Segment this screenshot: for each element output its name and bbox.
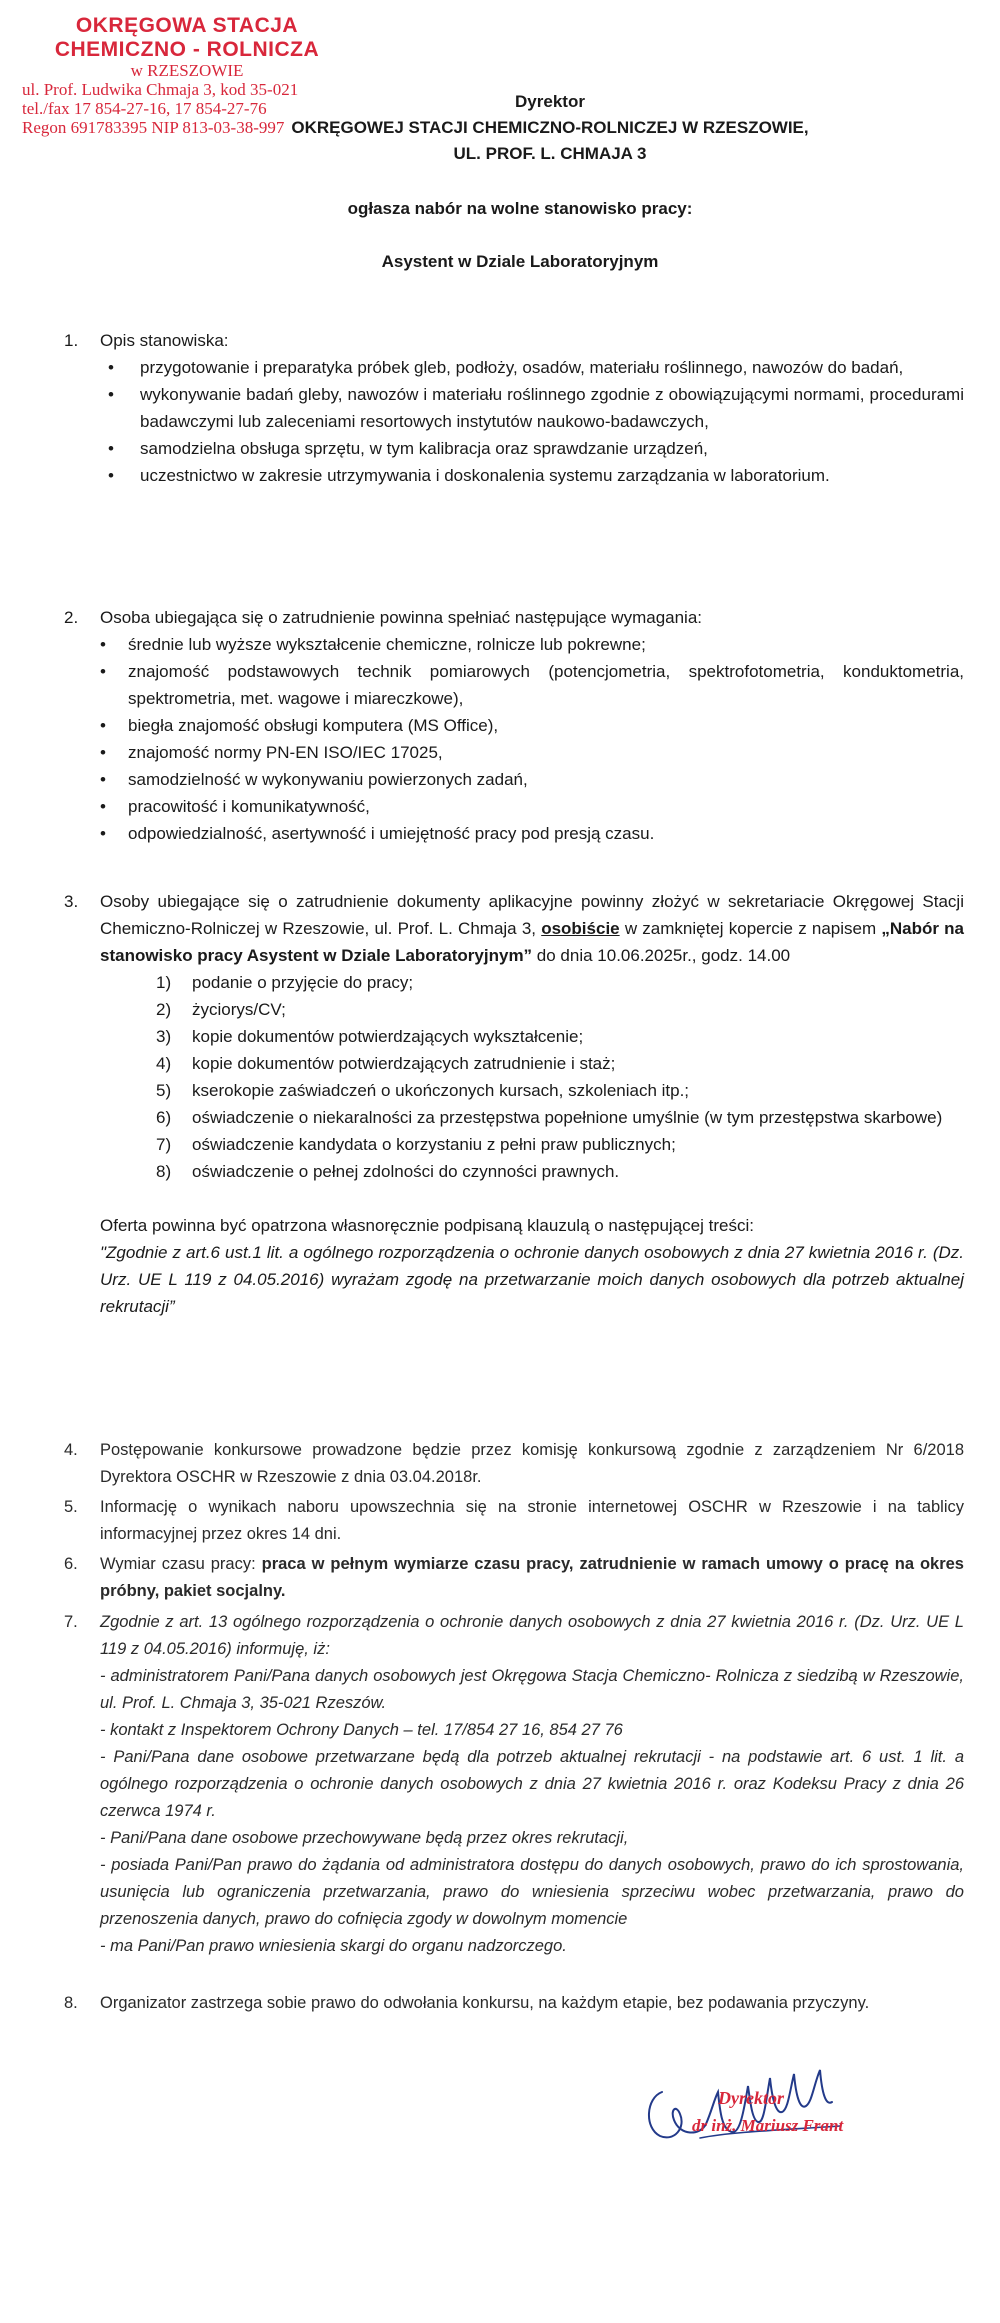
header-title: Dyrektor xyxy=(515,92,585,111)
emphasis-personally: osobiście xyxy=(541,919,620,938)
list-item: 7) oświadczenie kandydata o korzystaniu z pełni praw publicznych; xyxy=(156,1135,676,1154)
header-address: UL. PROF. L. CHMAJA 3 xyxy=(453,144,647,163)
list-item: • samodzielność w wykonywaniu powierzonych zadań, xyxy=(100,766,964,793)
bullet-icon: • xyxy=(100,662,106,681)
list-item: • samodzielna obsługa sprzętu, w tym kalibracja oraz sprawdzanie urządzeń, xyxy=(100,435,964,462)
consent-clause: "Zgodnie z art.6 ust.1 lit. a ogólnego rozporządzenia o ochronie danych osobowych z dnia 27 kwietnia 2016 r. (Dz. Urz. UE L 119 z 04.05.2016) wyrażam zgodę na przetwarzanie moich danych osobowych dla potrzeb aktualnej rekrutacji” xyxy=(100,1243,964,1316)
section-1-number: 1. xyxy=(64,331,79,350)
section-3-number: 3. xyxy=(64,892,79,911)
bullet-icon: • xyxy=(108,385,114,404)
list-item: 3) kopie dokumentów potwierdzających wykształcenie; xyxy=(156,1027,584,1046)
list-item: • średnie lub wyższe wykształcenie chemiczne, rolnicze lub pokrewne; xyxy=(100,631,964,658)
section-4 xyxy=(64,1437,964,1491)
section-2 xyxy=(64,604,964,847)
list-item: 8) oświadczenie o pełnej zdolności do czynności prawnych. xyxy=(156,1162,620,1181)
list-item: 4) kopie dokumentów potwierdzających zatrudnienie i staż; xyxy=(156,1054,616,1073)
bullet-icon: • xyxy=(100,797,106,816)
bullet-icon: • xyxy=(108,358,114,377)
list-item: • znajomość podstawowych technik pomiarowych (potencjometria, spektrofotometria, konduktometria, spektrometria, met. wagowe i miareczkowe), xyxy=(100,658,964,712)
list-item: • uczestnictwo w zakresie utrzymywania i doskonalenia systemu zarządzania w laboratorium. xyxy=(100,462,964,489)
section-7-number: 7. xyxy=(64,1613,78,1631)
gdpr-line: Zgodnie z art. 13 ogólnego rozporządzenia o ochronie danych osobowych z dnia 27 kwietnia 2016 r. (Dz. Urz. UE L 119 z 04.05.2016) informuję, iż: xyxy=(100,1613,964,1658)
list-item: • pracowitość i komunikatywność, xyxy=(100,793,964,820)
gdpr-line: - administratorem Pani/Pana danych osobowych jest Okręgowa Stacja Chemiczno- Rolnicza z siedzibą w Rzeszowie, ul. Prof. L. Chmaja 3, 35-021 Rzeszów. xyxy=(100,1667,964,1712)
bullet-icon: • xyxy=(100,770,106,789)
stamp-line-6: Regon 691783395 NIP 813-03-38-997 xyxy=(22,118,285,138)
section-1-title: Opis stanowiska: xyxy=(100,331,229,350)
section-2-number: 2. xyxy=(64,608,79,627)
gdpr-line: - kontakt z Inspektorem Ochrony Danych – tel. 17/854 27 16, 854 27 76 xyxy=(100,1721,623,1739)
section-8 xyxy=(64,1990,964,2017)
stamp-line-1: OKRĘGOWA STACJA xyxy=(75,14,299,37)
section-7 xyxy=(64,1609,964,1960)
signature-title: Dyrektor xyxy=(718,2088,784,2108)
section-2-title: Osoba ubiegająca się o zatrudnienie powinna spełniać następujące wymagania: xyxy=(100,608,703,627)
section-8-number: 8. xyxy=(64,1994,78,2012)
announcement-line: ogłasza nabór na wolne stanowisko pracy: xyxy=(347,199,693,218)
list-item: • wykonywanie badań gleby, nawozów i materiału roślinnego zgodnie z obowiązującymi normami, procedurami badawczymi lub zaleceniami resortowych instytutów naukowo-badawczych, xyxy=(100,381,964,435)
list-item: • biegła znajomość obsługi komputera (MS Office), xyxy=(100,712,964,739)
list-item: 6) oświadczenie o niekaralności za przestępstwa popełnione umyślnie (w tym przestępstwa skarbowe) xyxy=(156,1108,943,1127)
section-1 xyxy=(64,327,964,489)
header-institution: OKRĘGOWEJ STACJI CHEMICZNO-ROLNICZEJ W RZESZOWIE, xyxy=(291,118,809,137)
signature-name: dr inż. Mariusz Frant xyxy=(692,2116,844,2135)
section-6 xyxy=(64,1551,964,1605)
list-item: 2) życiorys/CV; xyxy=(156,1000,286,1019)
section-4-text: Postępowanie konkursowe prowadzone będzie przez komisję konkursową zgodnie z zarządzeniem Nr 6/2018 Dyrektora OSCHR w Rzeszowie z dnia 03.04.2018r. xyxy=(100,1441,964,1486)
bullet-icon: • xyxy=(100,824,106,843)
list-item: 1) podanie o przyjęcie do pracy; xyxy=(156,973,414,992)
list-item: • odpowiedzialność, asertywność i umiejętność pracy pod presją czasu. xyxy=(100,820,964,847)
section-3 xyxy=(64,888,964,1320)
position-title: Asystent w Dziale Laboratoryjnym xyxy=(381,252,659,271)
gdpr-line: - Pani/Pana dane osobowe przechowywane będą przez okres rekrutacji, xyxy=(100,1829,629,1847)
section-4-number: 4. xyxy=(64,1441,78,1459)
section-3-intro: Osoby ubiegające się o zatrudnienie dokumenty aplikacyjne powinny złożyć w sekretariacie Okręgowej Stacji Chemiczno-Rolniczej w Rzeszowie, ul. Prof. L. Chmaja 3, osobiście w zamkniętej kopercie z napisem „Nabór na stanowisko pracy Asystent w Dziale Laboratoryjnym” do dnia 10.06.2025r., godz. 14.00 xyxy=(100,892,964,965)
stamp-line-5: tel./fax 17 854-27-16, 17 854-27-76 xyxy=(22,99,267,119)
stamp-line-4: ul. Prof. Ludwika Chmaja 3, kod 35-021 xyxy=(22,80,299,100)
bullet-icon: • xyxy=(100,743,106,762)
gdpr-line: - ma Pani/Pan prawo wniesienia skargi do organu nadzorczego. xyxy=(100,1937,567,1955)
stamp-line-2: CHEMICZNO - ROLNICZA xyxy=(54,37,320,61)
bullet-icon: • xyxy=(108,439,114,458)
section-8-text: Organizator zastrzega sobie prawo do odwołania konkursu, na każdym etapie, bez podawania przyczyny. xyxy=(100,1994,870,2012)
director-signature xyxy=(640,2040,870,2170)
section-5-text: Informację o wynikach naboru upowszechnia się na stronie internetowej OSCHR w Rzeszowie i na tablicy informacyjnej przez okres 14 dni. xyxy=(100,1498,964,1543)
bullet-icon: • xyxy=(100,635,106,654)
clause-intro: Oferta powinna być opatrzona własnoręcznie podpisaną klauzulą o następującej treści: xyxy=(100,1216,754,1235)
bullet-icon: • xyxy=(100,716,106,735)
gdpr-line: - Pani/Pana dane osobowe przetwarzane będą dla potrzeb aktualnej rekrutacji - na podstawie art. 6 ust. 1 lit. a ogólnego rozporządzenia o ochronie danych osobowych z dnia 27 kwietnia 2016 r. oraz Kodeksu Pracy z dnia 26 czerwca 1974 r. xyxy=(100,1748,964,1820)
section-5-number: 5. xyxy=(64,1498,78,1516)
bullet-icon: • xyxy=(108,466,114,485)
envelope-label: „Nabór na stanowisko pracy Asystent w Dziale Laboratoryjnym” xyxy=(100,919,964,965)
gdpr-line: - posiada Pani/Pan prawo do żądania od administratora dostępu do danych osobowych, prawo do ich sprostowania, usunięcia lub ograniczenia przetwarzania, prawo do wniesienia sprzeciwu wobec przetwarzania, prawo do przenoszenia danych, prawo do cofnięcia zgody w dowolnym momencie xyxy=(100,1856,964,1928)
stamp-line-3: w RZESZOWIE xyxy=(130,61,244,81)
list-item: 5) kserokopie zaświadczeń o ukończonych kursach, szkoleniach itp.; xyxy=(156,1081,690,1100)
section-5 xyxy=(64,1494,964,1548)
working-time-details: praca w pełnym wymiarze czasu pracy, zatrudnienie w ramach umowy o pracę na okres próbny, pakiet socjalny. xyxy=(100,1555,964,1600)
list-item: • znajomość normy PN-EN ISO/IEC 17025, xyxy=(100,739,964,766)
section-6-text: Wymiar czasu pracy: praca w pełnym wymiarze czasu pracy, zatrudnienie w ramach umowy o pracę na okres próbny, pakiet socjalny. xyxy=(100,1555,964,1600)
list-item: • przygotowanie i preparatyka próbek gleb, podłoży, osadów, materiału roślinnego, nawozów do badań, xyxy=(100,354,964,381)
section-6-number: 6. xyxy=(64,1555,78,1573)
